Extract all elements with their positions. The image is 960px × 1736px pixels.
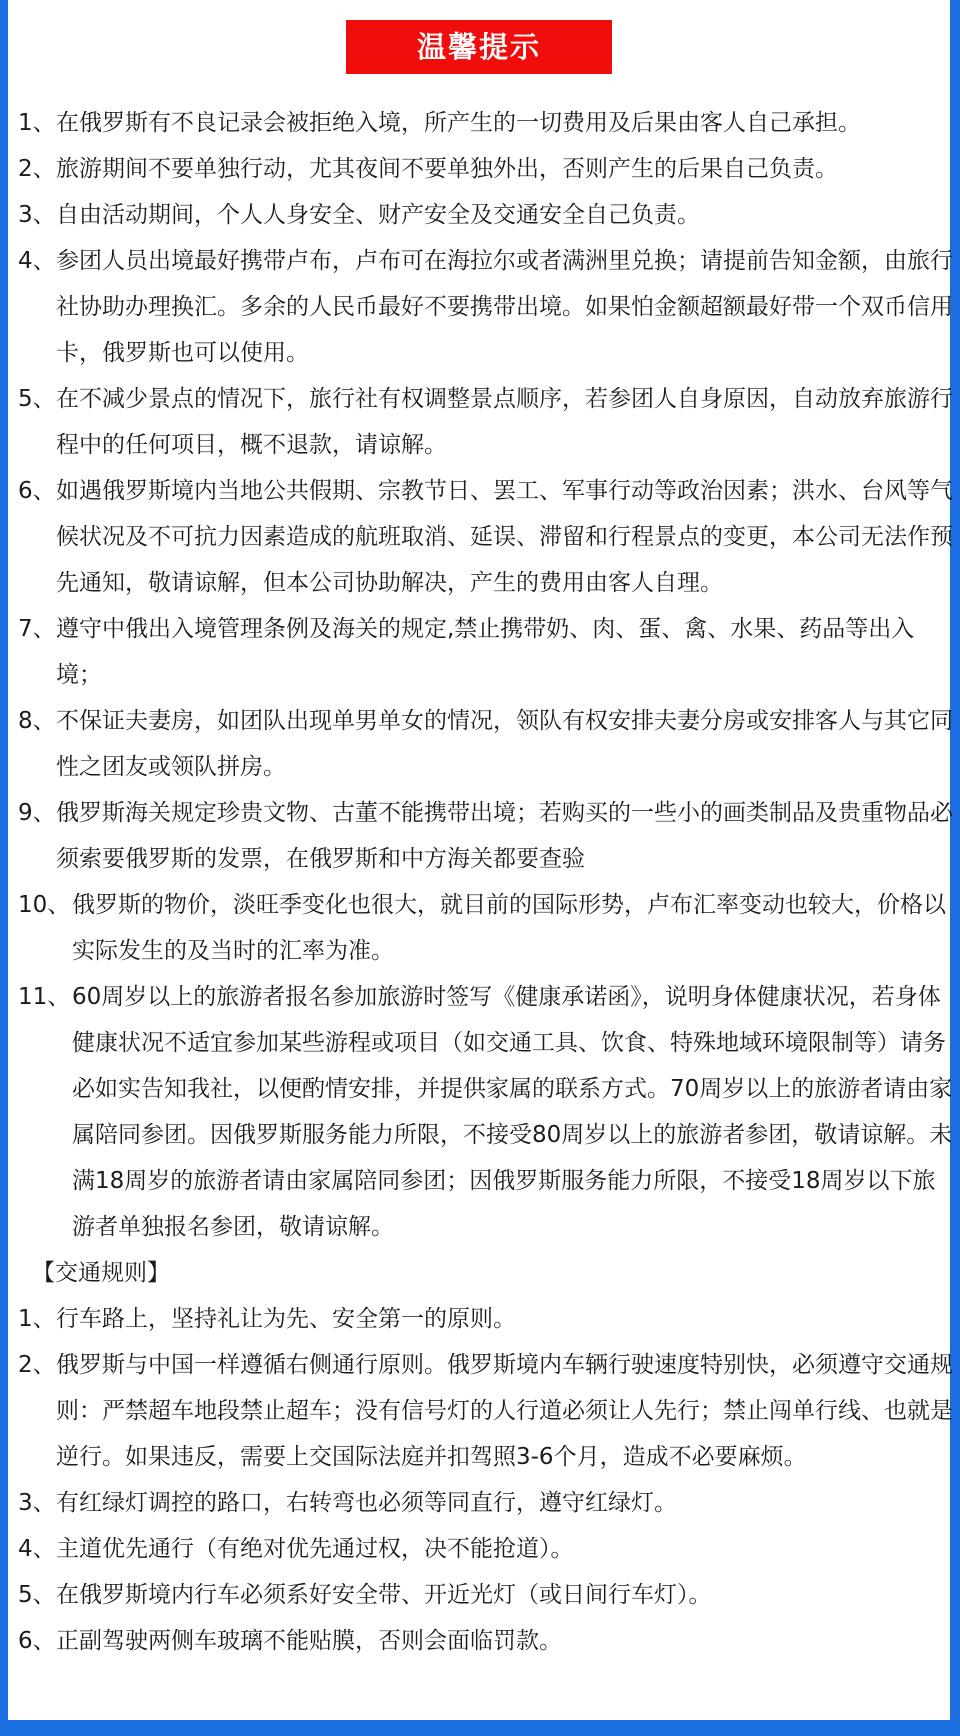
list-item [18, 698, 956, 790]
item-text: 主道优先通行（有绝对优先通过权，决不能抢道）。 [56, 1536, 574, 1562]
list-item [18, 468, 956, 606]
list-item [18, 376, 956, 468]
list-item [18, 974, 956, 1250]
item-text: 60周岁以上的旅游者报名参加旅游时签写《健康承诺函》，说明身体健康状况，若身体健康状况不适宜参加某些游程或项目（如交通工具、饮食、特殊地域环境限制等）请务必如实告知我社，以便酌情安排，并提供家属的联系方式。70周岁以上的旅游者请由家属陪同参团。因俄罗斯服务能力所限，不接受80周岁以上的旅游者参团，敬请谅解。未满18周岁的旅游者请由家属陪同参团；因俄罗斯服务能力所限，不接受18周岁以下旅游者单独报名参团，敬请谅解。 [72, 984, 953, 1240]
traffic-list-item [18, 1526, 956, 1572]
item-number: 5、 [18, 1582, 56, 1608]
item-text: 在不减少景点的情况下，旅行社有权调整景点顺序，若参团人自身原因，自动放弃旅游行程中的任何项目，概不退款，请谅解。 [56, 386, 953, 458]
item-number: 4、 [18, 248, 56, 274]
item-number: 2、 [18, 1352, 56, 1378]
list-item [18, 606, 956, 698]
item-number: 5、 [18, 386, 56, 412]
traffic-rules-heading: 【交通规则】 [32, 1260, 170, 1286]
traffic-list-item [18, 1342, 956, 1480]
item-number: 10、 [18, 892, 71, 918]
page-title: 温馨提示 [346, 20, 612, 74]
item-text: 有红绿灯调控的路口，右转弯也必须等同直行，遵守红绿灯。 [56, 1490, 677, 1516]
traffic-list-item [18, 1618, 956, 1664]
item-number: 8、 [18, 708, 56, 734]
item-number: 1、 [18, 1306, 56, 1332]
list-item [18, 192, 956, 238]
item-number: 9、 [18, 800, 56, 826]
item-text: 如遇俄罗斯境内当地公共假期、宗教节日、罢工、军事行动等政治因素；洪水、台风等气候状况及不可抗力因素造成的航班取消、延误、滞留和行程景点的变更，本公司无法作预先通知，敬请谅解，但本公司协助解决，产生的费用由客人自理。 [56, 478, 953, 596]
title-wrapper [8, 20, 950, 74]
item-text: 俄罗斯与中国一样遵循右侧通行原则。俄罗斯境内车辆行驶速度特别快，必须遵守交通规则：严禁超车地段禁止超车；没有信号灯的人行道必须让人先行；禁止闯单行线、也就是逆行。如果违反，需要上交国际法庭并扣驾照3-6个月，造成不必要麻烦。 [56, 1352, 953, 1470]
item-text: 俄罗斯海关规定珍贵文物、古董不能携带出境；若购买的一些小的画类制品及贵重物品必须索要俄罗斯的发票，在俄罗斯和中方海关都要查验 [56, 800, 953, 872]
item-number: 7、 [18, 616, 56, 642]
list-item [18, 790, 956, 882]
item-text: 在俄罗斯有不良记录会被拒绝入境，所产生的一切费用及后果由客人自己承担。 [56, 110, 861, 136]
notice-content [18, 100, 956, 1664]
list-item [18, 882, 956, 974]
item-text: 自由活动期间，个人人身安全、财产安全及交通安全自己负责。 [56, 202, 700, 228]
item-text: 俄罗斯的物价，淡旺季变化也很大，就目前的国际形势，卢布汇率变动也较大，价格以实际发生的及当时的汇率为准。 [72, 892, 946, 964]
list-item [18, 238, 956, 376]
item-text: 行车路上，坚持礼让为先、安全第一的原则。 [56, 1306, 516, 1332]
item-number: 11、 [18, 984, 71, 1010]
item-number: 3、 [18, 202, 56, 228]
traffic-list-item [18, 1572, 956, 1618]
traffic-list-item [18, 1480, 956, 1526]
item-number: 6、 [18, 1628, 56, 1654]
item-text: 旅游期间不要单独行动，尤其夜间不要单独外出，否则产生的后果自己负责。 [56, 156, 838, 182]
item-text: 在俄罗斯境内行车必须系好安全带、开近光灯（或日间行车灯）。 [56, 1582, 712, 1608]
item-text: 遵守中俄出入境管理条例及海关的规定,禁止携带奶、肉、蛋、禽、水果、药品等出入境； [56, 616, 915, 688]
item-number: 6、 [18, 478, 56, 504]
traffic-list-item [18, 1296, 956, 1342]
item-number: 1、 [18, 110, 56, 136]
item-text: 不保证夫妻房，如团队出现单男单女的情况，领队有权安排夫妻分房或安排客人与其它同性之团友或领队拼房。 [56, 708, 953, 780]
item-number: 3、 [18, 1490, 56, 1516]
list-item [18, 100, 956, 146]
list-item [18, 146, 956, 192]
item-number: 2、 [18, 156, 56, 182]
notice-panel [8, 0, 953, 1720]
item-text: 正副驾驶两侧车玻璃不能贴膜，否则会面临罚款。 [56, 1628, 562, 1654]
item-text: 参团人员出境最好携带卢布，卢布可在海拉尔或者满洲里兑换；请提前告知金额，由旅行社协助办理换汇。多余的人民币最好不要携带出境。如果怕金额超额最好带一个双币信用卡，俄罗斯也可以使用。 [56, 248, 953, 366]
item-number: 4、 [18, 1536, 56, 1562]
